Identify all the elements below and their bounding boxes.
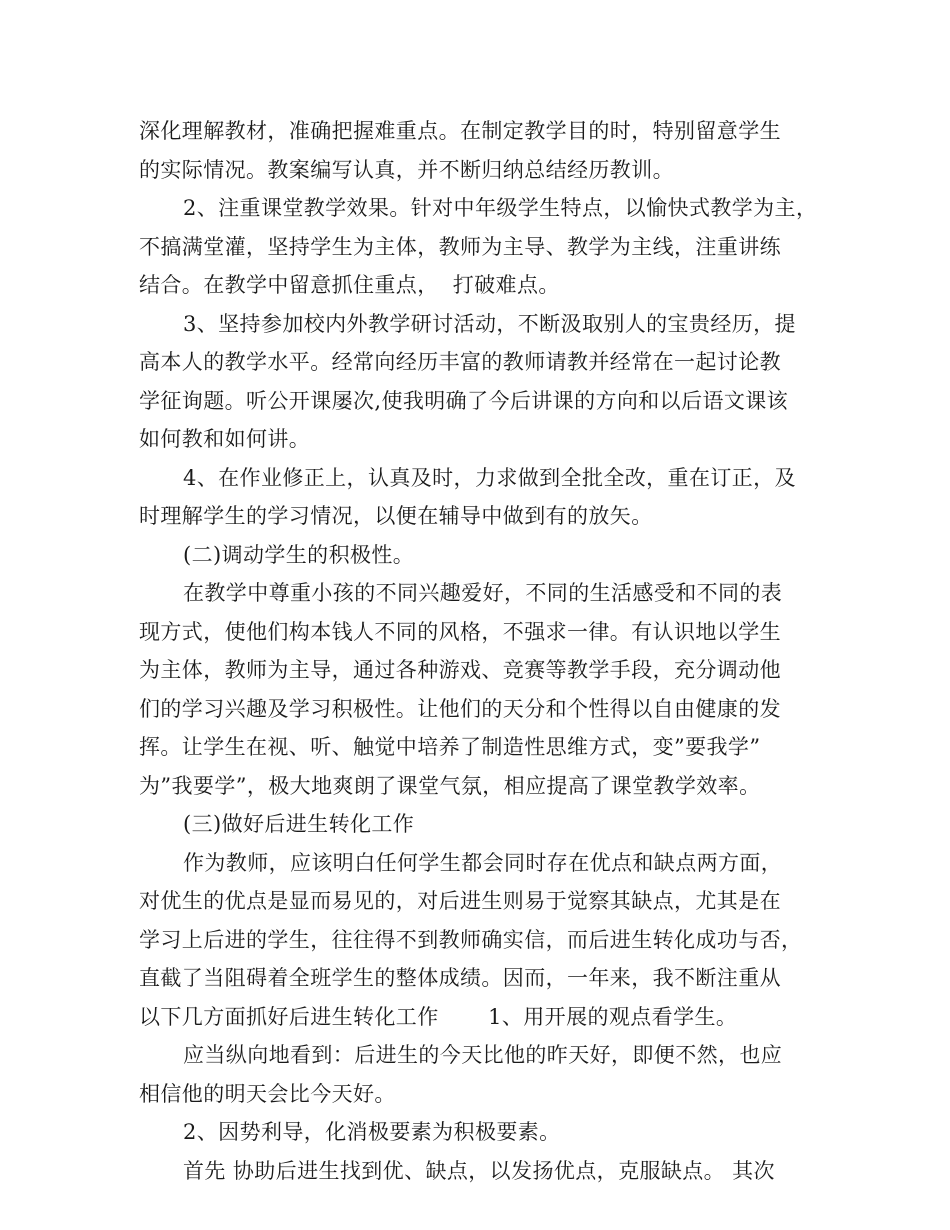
paragraph-line: 直截了当阻碍着全班学生的整体成绩。因而，一年来，我不断注重从	[139, 966, 781, 990]
paragraph-line: 作为教师，应该明白任何学生都会同时存在优点和缺点两方面，	[183, 850, 783, 875]
paragraph-line: 为主体，教师为主导，通过各种游戏、竞赛等教学手段，充分调动他	[139, 658, 781, 682]
paragraph-line: 挥。让学生在视、听、触觉中培养了制造性思维方式，变”要我学”	[139, 735, 761, 759]
document-body	[139, 112, 819, 1190]
paragraph-line: (二)调动学生的积极性。	[183, 542, 415, 567]
paragraph-line: 应当纵向地看到：后进生的今天比他的昨天好，即便不然，也应	[183, 1043, 783, 1067]
paragraph-line: 对优生的优点是显而易见的，对后进生则易于觉察其缺点，尤其是在	[139, 889, 781, 913]
paragraph-line: 在教学中尊重小孩的不同兴趣爱好，不同的生活感受和不同的表	[183, 581, 783, 605]
paragraph-line: 2、因势利导，化消极要素为积极要素。	[183, 1120, 561, 1144]
paragraph-line: 的实际情况。教案编写认真，并不断归纳总结经历教训。	[139, 157, 674, 182]
paragraph-line: 现方式，使他们构本钱人不同的风格，不强求一律。有认识地以学生	[139, 619, 781, 644]
paragraph-line: 学习上后进的学生，往往得不到教师确实信，而后进生转化成功与否，	[139, 927, 803, 952]
paragraph-line: 为”我要学”，极大地爽朗了课堂气氛，相应提高了课堂教学效率。	[139, 773, 761, 798]
paragraph-line: 时理解学生的学习情况，以便在辅导中做到有的放矢。	[139, 504, 653, 528]
paragraph-line: 深化理解教材，准确把握难重点。在制定教学目的时，特别留意学生	[139, 119, 781, 143]
paragraph-line: 如何教和如何讲。	[139, 427, 311, 451]
paragraph-line: (三)做好后进生转化工作	[183, 812, 415, 836]
paragraph-line: 学征询题。听公开课屡次,使我明确了今后讲课的方向和以后语文课该	[139, 388, 789, 413]
paragraph-line: 不搞满堂灌，坚持学生为主体，教师为主导、教学为主线，注重讲练	[139, 234, 781, 259]
paragraph-line: 首先 协助后进生找到优、缺点，以发扬优点，克服缺点。 其次	[183, 1158, 775, 1183]
paragraph-line: 3、坚持参加校内外教学研讨活动，不断汲取别人的宝贵经历，提	[183, 311, 796, 336]
paragraph-line: 高本人的教学水平。经常向经历丰富的教师请教并经常在一起讨论教	[139, 350, 781, 374]
paragraph-line: 4、在作业修正上，认真及时，力求做到全批全改，重在订正，及	[183, 465, 796, 490]
paragraph-line: 2、注重课堂教学效果。针对中年级学生特点，以愉快式教学为主，	[183, 196, 818, 220]
paragraph-line: 结合。在教学中留意抓住重点， 打破难点。	[139, 273, 560, 297]
paragraph-line: 们的学习兴趣及学习积极性。让他们的天分和个性得以自由健康的发	[139, 696, 781, 721]
paragraph-line: 以下几方面抓好后进生转化工作 1、用开展的观点看学生。	[139, 1004, 738, 1029]
paragraph-line: 相信他的明天会比今天好。	[139, 1081, 396, 1106]
